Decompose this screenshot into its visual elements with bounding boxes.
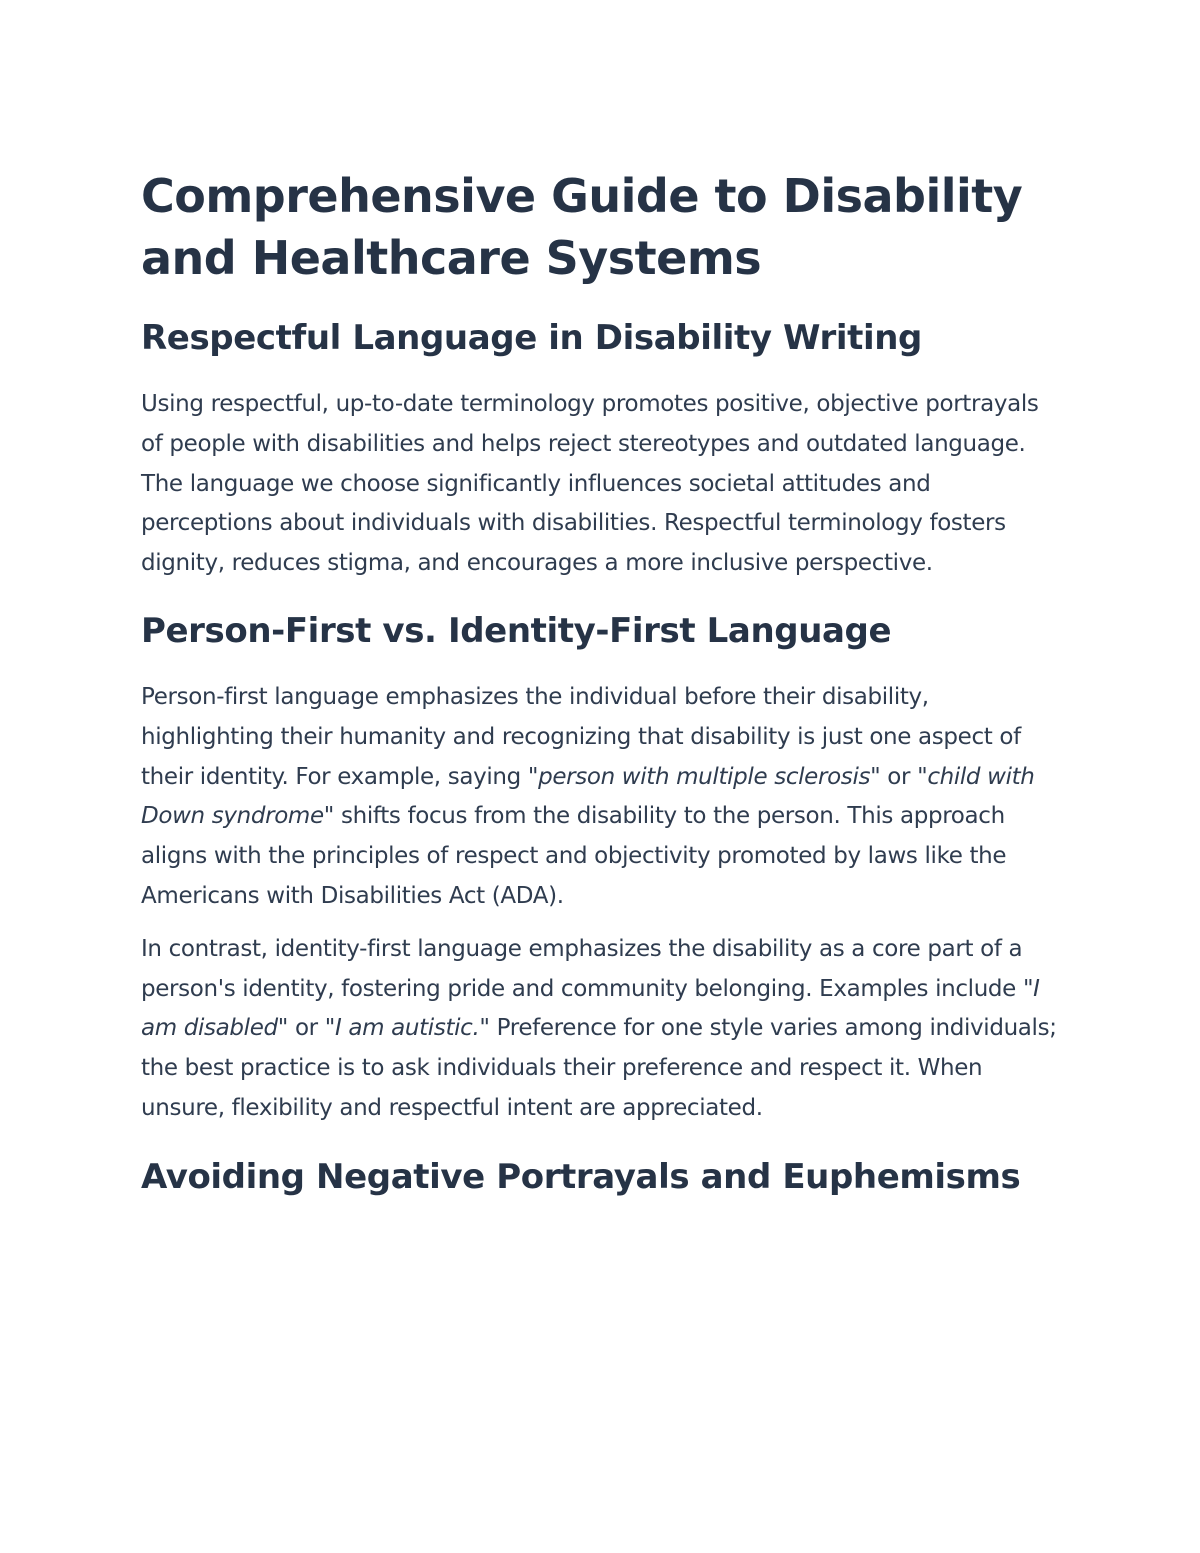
emphasized-example: "child with Down syndrome" [141, 763, 1035, 830]
paragraph-text: Person-first language emphasizes the individual before their disability, highlighting their humanity and recognizing that disability is just one aspect of their identity. For example, saying [141, 683, 1021, 790]
paragraph-text: Preference for one style varies among individuals; the best practice is to ask individuals their preference and respect it. When unsure, flexibility and respectful intent are appreciated. [141, 1015, 1057, 1121]
section-person-first-vs-identity-first [141, 608, 1061, 1129]
document-page [141, 165, 1061, 1200]
section-respectful-language [141, 315, 1061, 584]
paragraph [141, 678, 1061, 917]
paragraph-text: shifts focus from the disability to the person. This approach aligns with the principles of respect and objectivity promoted by laws like the Americans with Disabilities Act (ADA). [141, 803, 1007, 909]
section-heading: Person-First vs. Identity-First Language [141, 610, 892, 651]
emphasized-example: "I am disabled" [141, 975, 1040, 1042]
emphasized-example: "I am autistic." [324, 1015, 490, 1042]
section-heading: Respectful Language in Disability Writing [141, 318, 922, 358]
section-heading: Avoiding Negative Portrayals and Euphemisms [141, 1156, 1021, 1197]
section-avoiding-negative-portrayals [141, 1154, 1061, 1200]
paragraph-text: In contrast, identity-first language emphasizes the disability as a core part of a person's identity, fostering pride and community belonging. Examples include [141, 935, 1023, 1002]
document-title: Comprehensive Guide to Disability and Healthcare Systems [141, 169, 1023, 285]
paragraph-text: or [288, 1015, 325, 1042]
emphasized-example: "person with multiple sclerosis" [527, 763, 881, 790]
paragraph [141, 930, 1061, 1129]
paragraph: Using respectful, up-to-date terminology promotes positive, objective portrayals of people with disabilities and helps reject stereotypes and outdated language. The language we choose significantly influences societal attitudes and perceptions about individuals with disabilities. Respectful terminology fosters dignity, reduces stigma, and encourages a more inclusive perspective. [141, 391, 1039, 577]
paragraph-text: or [880, 763, 918, 790]
